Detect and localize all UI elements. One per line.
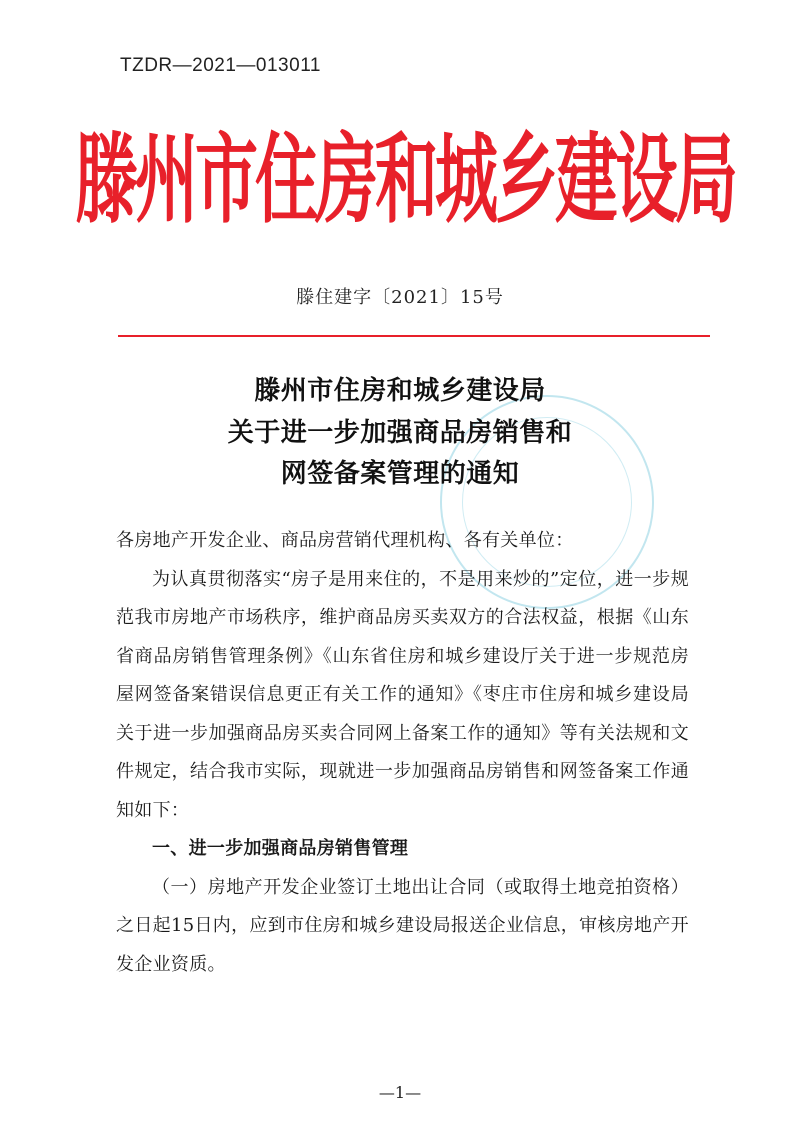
- section-heading: 一、进一步加强商品房销售管理: [152, 838, 409, 859]
- body-paragraph: （一）房地产开发企业签订土地出让合同（或取得土地竞拍资格）之日起15日内，应到市住房和城乡建设局报送企业信息，审核房地产开发企业资质。: [116, 876, 689, 975]
- document-body: [116, 522, 689, 984]
- red-divider-line: [118, 335, 710, 337]
- page-number: —1—: [378, 1083, 422, 1102]
- notice-title-line-3: 网签备案管理的通知: [280, 459, 520, 489]
- body-paragraph: 为认真贯彻落实“房子是用来住的，不是用来炒的”定位，进一步规范我市房地产市场秩序，维护商品房买卖双方的合法权益，根据《山东省商品房销售管理条例》《山东省住房和城乡建设厅关于进一步规范房屋网签备案错误信息更正有关工作的通知》《枣庄市住房和城乡建设局关于进一步加强商品房买卖合同网上备案工作的通知》等有关法规和文件规定，结合我市实际，现就进一步加强商品房销售和网签备案工作通知如下：: [116, 568, 689, 821]
- salutation: 各房地产开发企业、商品房营销代理机构、各有关单位：: [116, 530, 574, 551]
- document-code: TZDR—2021—013011: [120, 55, 321, 76]
- notice-title-line-2: 关于进一步加强商品房销售和: [227, 418, 573, 448]
- notice-title-line-1: 滕州市住房和城乡建设局: [254, 376, 546, 406]
- document-number: 滕住建字〔2021〕15号: [296, 287, 504, 308]
- issuing-authority-header: 滕州市住房和城乡建设局: [75, 123, 735, 237]
